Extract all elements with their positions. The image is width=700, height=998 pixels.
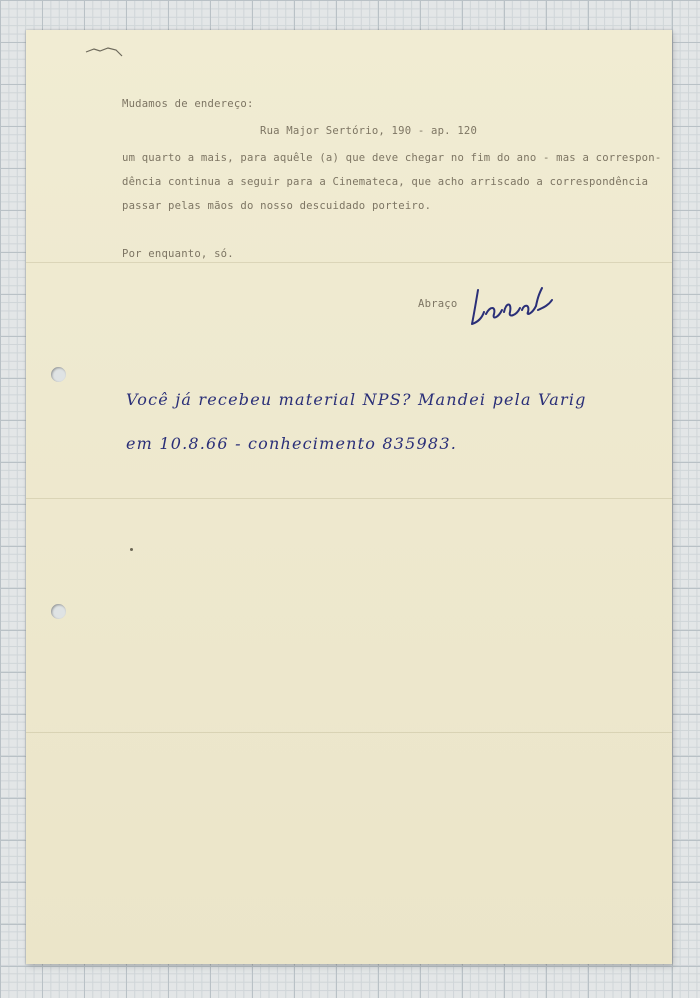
fold-crease [26,262,672,263]
punch-hole [51,367,66,382]
closing-text: Abraço [418,298,458,310]
fold-crease [26,498,672,499]
ink-speck [130,548,133,551]
handwritten-signature [466,282,556,332]
torn-corner-mark [84,46,128,62]
letter-sheet [26,30,672,964]
handwritten-note-line-2: em 10.8.66 - conhecimento 835983. [126,434,457,453]
typed-line-address: Rua Major Sertório, 190 - ap. 120 [260,125,478,137]
handwritten-note-line-1: Você já recebeu material NPS? Mandei pela Varig [126,390,587,409]
typed-line-5: passar pelas mãos do nosso descuidado porteiro. [122,200,432,212]
punch-hole [51,604,66,619]
fold-crease [26,732,672,733]
typed-line-1: Mudamos de endereço: [122,98,254,110]
typed-line-4: dência continua a seguir para a Cinemateca, que acho arriscado a correspondência [122,176,649,188]
typed-line-6: Por enquanto, só. [122,248,234,260]
typed-line-3: um quarto a mais, para aquêle (a) que deve chegar no fim do ano - mas a correspon- [122,152,662,164]
